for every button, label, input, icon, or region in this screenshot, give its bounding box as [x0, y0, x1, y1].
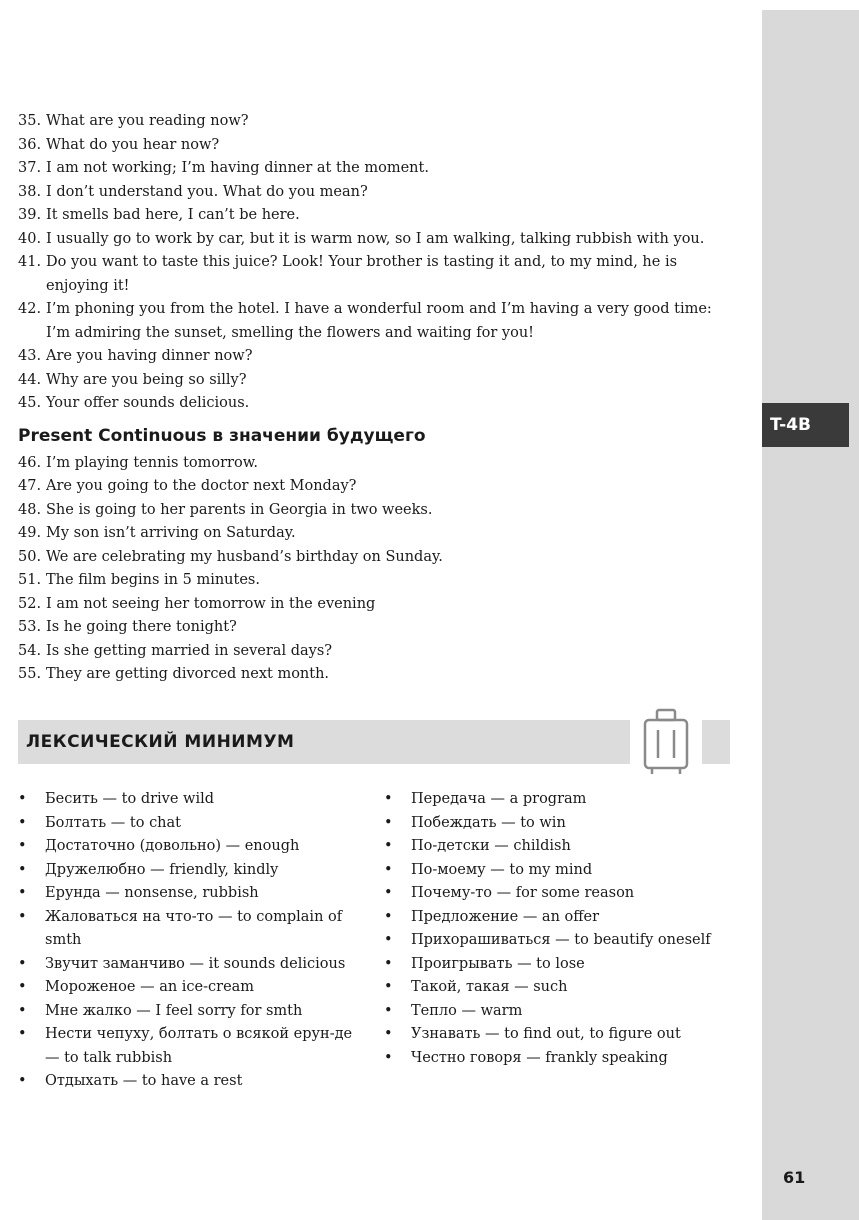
vocab-item: • По-детски — childish [384, 835, 744, 859]
exercise-text: I am not working; I’m having dinner at the moment. [46, 160, 429, 176]
exercise-item [18, 616, 738, 640]
exercise-number: 53. [18, 619, 42, 635]
suitcase-icon [630, 704, 702, 780]
vocab-item: • Передача — a program [384, 788, 744, 812]
exercise-number: 41. [18, 254, 42, 270]
exercise-text: My son isn’t arriving on Saturday. [46, 525, 296, 541]
exercise-number: 42. [18, 301, 42, 317]
exercise-item [18, 522, 738, 546]
exercise-text: I’m phoning you from the hotel. I have a wonderful room and I’m having a very good time: I’m admiring the sunset, smelling the flowers and waiting for you! [46, 301, 712, 341]
exercise-item [18, 569, 738, 593]
exercise-item [18, 110, 738, 134]
lexicon-title: ЛЕКСИЧЕСКИЙ МИНИМУМ [26, 732, 295, 752]
exercise-content [18, 110, 738, 687]
exercise-item [18, 345, 738, 369]
exercise-text: It smells bad here, I can’t be here. [46, 207, 300, 223]
exercise-text: Your offer sounds delicious. [46, 395, 250, 411]
section-heading: Present Continuous в значении будущего [18, 425, 426, 446]
exercise-text: I usually go to work by car, but it is warm now, so I am walking, talking rubbish with you. [46, 230, 705, 247]
vocab-item: • Достаточно (довольно) — enough [18, 835, 370, 859]
exercise-number: 47. [18, 478, 42, 494]
exercise-item [18, 475, 738, 499]
section-tab-label: T-4B [762, 403, 849, 447]
vocab-item: • Прихорашиваться — to beautify oneself [384, 929, 744, 953]
vocab-item: • Жаловаться на что-то — to complain of smth [18, 906, 370, 953]
vocab-column-right [384, 788, 744, 1070]
vocab-item: • Дружелюбно — friendly, kindly [18, 859, 370, 883]
exercise-number: 54. [18, 642, 42, 659]
exercise-number: 51. [18, 572, 42, 588]
exercise-item [18, 181, 738, 205]
lexicon-header-bar [18, 720, 730, 764]
exercise-number: 55. [18, 666, 42, 682]
exercise-text: What do you hear now? [46, 136, 220, 153]
exercise-item [18, 298, 738, 345]
exercise-number: 38. [18, 183, 42, 200]
exercise-number: 50. [18, 548, 42, 565]
vocab-item: • Тепло — warm [384, 1000, 744, 1024]
exercise-number: 44. [18, 371, 42, 388]
page-number: 61 [783, 1168, 806, 1187]
vocab-item: • Мне жалко — I feel sorry for smth [18, 1000, 370, 1024]
exercise-text: Is she getting married in several days? [46, 642, 333, 659]
exercise-text: I’m playing tennis tomorrow. [46, 454, 259, 471]
exercise-text: Are you going to the doctor next Monday? [46, 478, 357, 494]
exercise-item [18, 546, 738, 570]
exercise-text: They are getting divorced next month. [46, 666, 330, 682]
exercise-text: Is he going there tonight? [46, 619, 237, 635]
exercise-number: 45. [18, 395, 42, 411]
exercise-item [18, 640, 738, 664]
vocab-column-left [18, 788, 370, 1094]
exercise-text: I don’t understand you. What do you mean? [46, 183, 368, 200]
exercise-text: She is going to her parents in Georgia in two weeks. [46, 501, 433, 518]
vocab-item: • Болтать — to chat [18, 812, 370, 836]
exercise-text: Are you having dinner now? [46, 348, 253, 364]
exercise-item [18, 204, 738, 228]
exercise-text: The film begins in 5 minutes. [46, 572, 260, 588]
exercise-text: We are celebrating my husband’s birthday on Sunday. [46, 548, 443, 565]
exercise-item [18, 392, 738, 416]
exercise-item [18, 157, 738, 181]
exercise-item [18, 228, 738, 252]
exercise-list-part-1 [18, 110, 738, 416]
exercise-item [18, 452, 738, 476]
vocab-item: • Такой, такая — such [384, 976, 744, 1000]
exercise-text: I am not seeing her tomorrow in the evening [46, 595, 376, 612]
exercise-number: 35. [18, 113, 42, 129]
exercise-item [18, 593, 738, 617]
exercise-item [18, 663, 738, 687]
vocab-item: • Ерунда — nonsense, rubbish [18, 882, 370, 906]
vocab-item: • Проигрывать — to lose [384, 953, 744, 977]
exercise-number: 39. [18, 207, 42, 223]
exercise-number: 36. [18, 136, 42, 153]
exercise-item [18, 251, 738, 298]
vocab-item: • Звучит заманчиво — it sounds delicious [18, 953, 370, 977]
vocab-item: • Предложение — an offer [384, 906, 744, 930]
exercise-item [18, 369, 738, 393]
vocab-item: • Бесить — to drive wild [18, 788, 370, 812]
vocab-item: • Узнавать — to find out, to figure out [384, 1023, 744, 1047]
side-strip [762, 10, 859, 1220]
exercise-list-part-2 [18, 452, 738, 687]
vocab-item: • Честно говоря — frankly speaking [384, 1047, 744, 1071]
exercise-number: 40. [18, 230, 42, 247]
exercise-item [18, 134, 738, 158]
exercise-number: 46. [18, 454, 42, 471]
vocab-item: • Почему-то — for some reason [384, 882, 744, 906]
exercise-number: 43. [18, 348, 42, 364]
exercise-text: Do you want to taste this juice? Look! Your brother is tasting it and, to my mind, he is enjoying it! [46, 254, 678, 294]
exercise-text: What are you reading now? [46, 113, 249, 129]
vocab-item: • Нести чепуху, болтать о всякой ерун-де — to talk rubbish [18, 1023, 370, 1070]
exercise-number: 49. [18, 525, 42, 541]
vocab-item: • По-моему — to my mind [384, 859, 744, 883]
exercise-number: 37. [18, 160, 42, 176]
vocab-item: • Побеждать — to win [384, 812, 744, 836]
exercise-text: Why are you being so silly? [46, 371, 247, 388]
vocab-item: • Мороженое — an ice-cream [18, 976, 370, 1000]
vocab-item: • Отдыхать — to have a rest [18, 1070, 370, 1094]
exercise-item [18, 499, 738, 523]
exercise-number: 52. [18, 595, 42, 612]
exercise-number: 48. [18, 501, 42, 518]
